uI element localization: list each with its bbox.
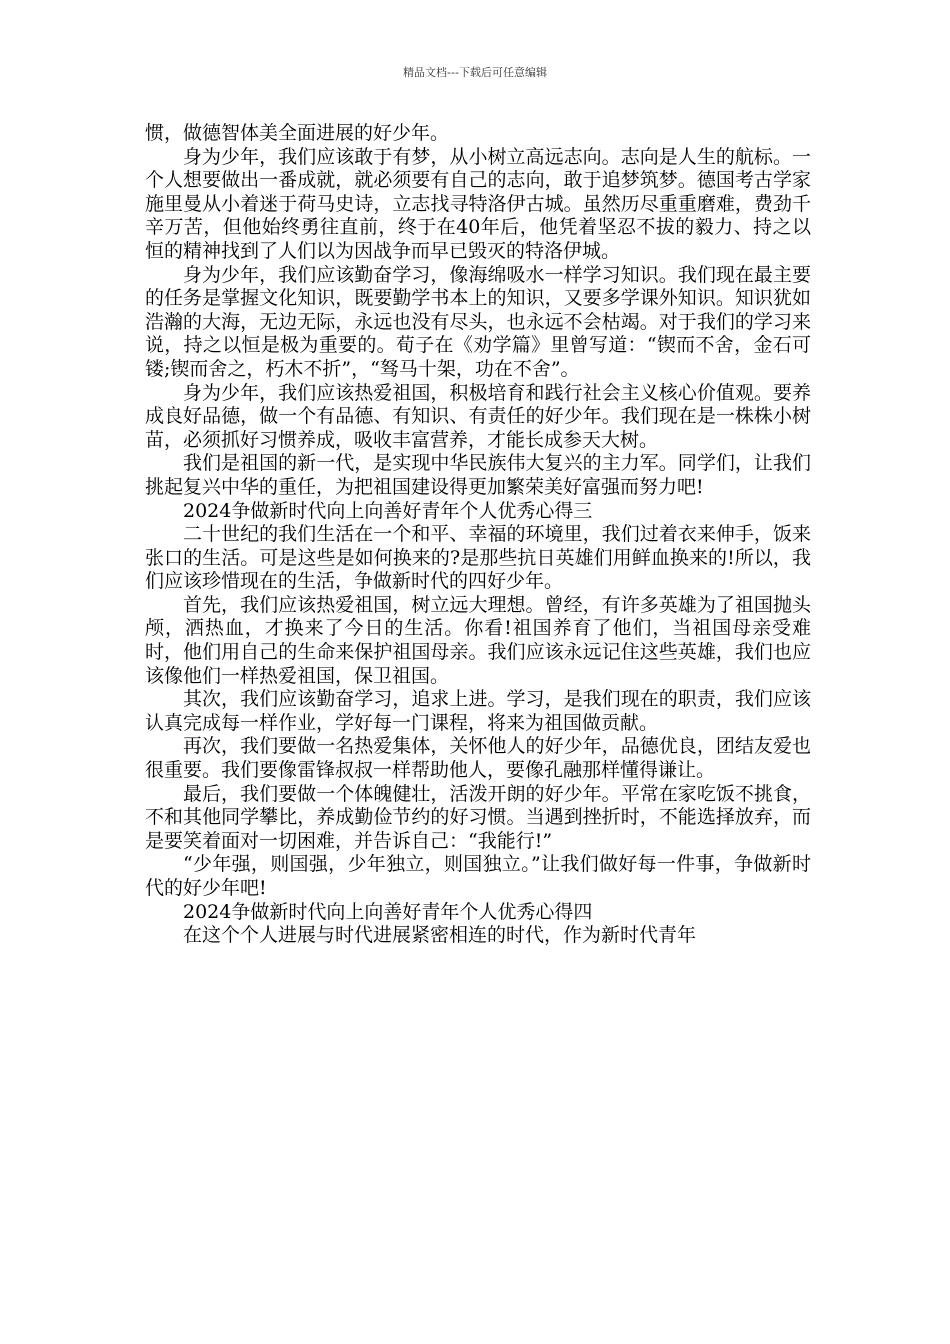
- section-heading: 2024争做新时代向上向善好青年个人优秀心得四: [183, 900, 593, 923]
- paragraph: 身为少年，我们应该敢于有梦，从小树立高远志向。志向是人生的航标。一个人想要做出一番成就，就必须要有自己的志向，敢于追梦筑梦。德国考古学家施里曼从小着迷于荷马史诗，立志找寻特洛伊古城。虽然历尽重重磨难，费劲千辛万苦，但他始终勇往直前，终于在40年后，他凭着坚忍不拔的毅力、持之以恒的精神找到了人们以为因战争而早已毁灭的特洛伊城。: [145, 145, 811, 262]
- paragraph: 身为少年，我们应该勤奋学习，像海绵吸水一样学习知识。我们现在最主要的任务是掌握文化知识，既要勤学书本上的知识，又要多学课外知识。知识犹如浩瀚的大海，无边无际，永远也没有尽头，也永远不会枯竭。对于我们的学习来说，持之以恒是极为重要的。荀子在《劝学篇》里曾写道：“锲而不舍，金石可镂;锲而舍之，朽木不折”，“驽马十架，功在不舍”。: [145, 263, 811, 380]
- paragraph: 首先，我们应该热爱祖国，树立远大理想。曾经，有许多英雄为了祖国抛头颅，洒热血，才换来了今日的生活。你看!祖国养育了他们，当祖国母亲受难时，他们用自己的生命来保护祖国母亲。我们应该永远记住这些英雄，我们也应该像他们一样热爱祖国，保卫祖国。: [145, 593, 811, 687]
- paragraph: “少年强，则国强，少年独立，则国独立。”让我们做好每一件事，争做新时代的好少年吧!: [145, 853, 811, 899]
- section-heading: 2024争做新时代向上向善好青年个人优秀心得三: [183, 499, 593, 522]
- page-header: 精品文档---下载后可任意编辑: [403, 66, 547, 79]
- paragraph: 身为少年，我们应该热爱祖国，积极培育和践行社会主义核心价值观。要养成良好品德，做一个有品德、有知识、有责任的好少年。我们现在是一株株小树苗，必须抓好习惯养成，吸收丰富营养，才能长成参天大树。: [145, 381, 811, 451]
- paragraph: 惯，做德智体美全面进展的好少年。: [145, 122, 450, 144]
- paragraph: 其次，我们应该勤奋学习，追求上进。学习，是我们现在的职责，我们应该认真完成每一样作业，学好每一门课程，将来为祖国做贡献。: [145, 688, 811, 734]
- paragraph: 在这个个人进展与时代进展紧密相连的时代，作为新时代青年: [183, 924, 697, 947]
- paragraph: 我们是祖国的新一代，是实现中华民族伟大复兴的主力军。同学们，让我们挑起复兴中华的重任，为把祖国建设得更加繁荣美好富强而努力吧!: [145, 452, 811, 498]
- paragraph: 最后，我们要做一个体魄健壮，活泼开朗的好少年。平常在家吃饭不挑食，不和其他同学攀比，养成勤俭节约的好习惯。当遇到挫折时，不能选择放弃，而是要笑着面对一切困难，并告诉自己：“我能行!”: [145, 782, 811, 852]
- document-body: [145, 122, 811, 948]
- paragraph: 二十世纪的我们生活在一个和平、幸福的环境里，我们过着衣来伸手，饭来张口的生活。可是这些是如何换来的?是那些抗日英雄们用鲜血换来的!所以，我们应该珍惜现在的生活，争做新时代的四好少年。: [145, 523, 811, 593]
- paragraph: 再次，我们要做一名热爱集体，关怀他人的好少年，品德优良，团结友爱也很重要。我们要像雷锋叔叔一样帮助他人，要像孔融那样懂得谦让。: [145, 735, 811, 782]
